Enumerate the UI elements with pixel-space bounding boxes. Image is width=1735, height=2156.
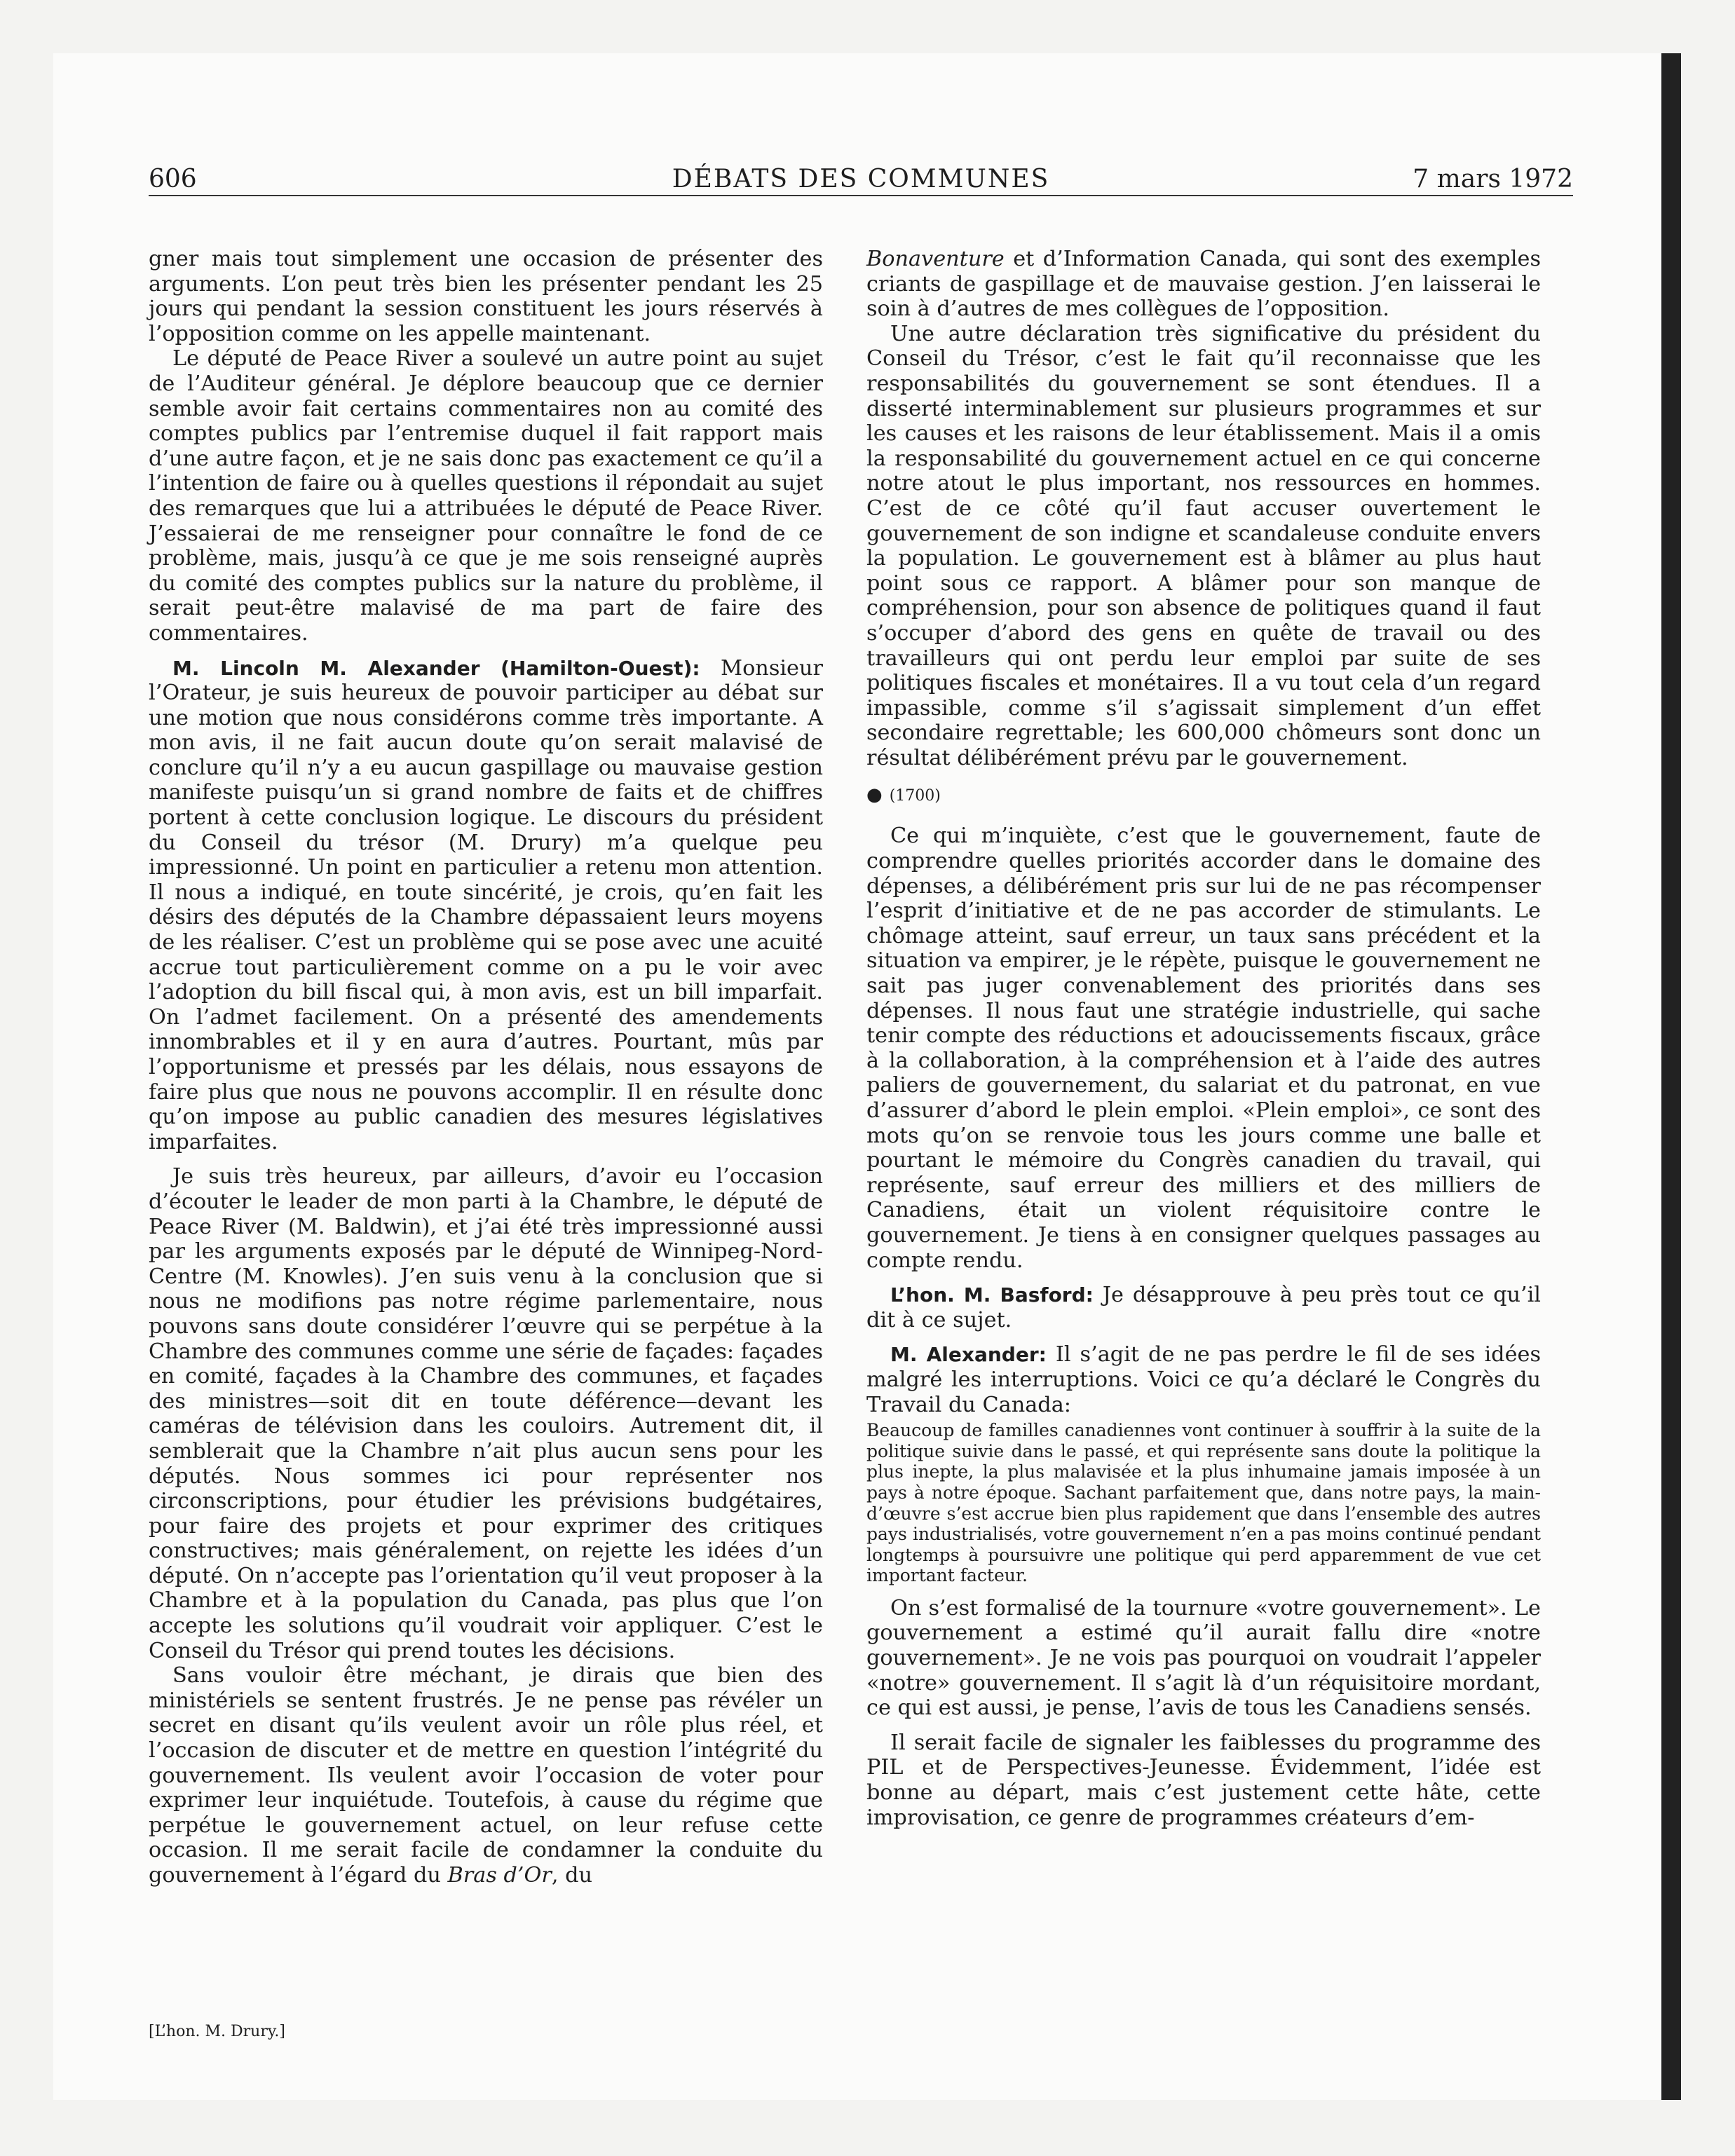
- speaker-name: M. Alexander:: [890, 1343, 1047, 1367]
- footer-note: [L’hon. M. Drury.]: [149, 2023, 285, 2040]
- speech-text: Monsieur l’Orateur, je suis heureux de pouvoir participer au débat sur une motion que nous considérons comme très importante. A mon avis, il ne fait aucun doute qu’on serait malavisé de conclure qu’il n’y a eu aucun gaspillage ou mauvaise gestion manifeste puisqu’un si grand nombre de faits et de chiffres portent à cette conclusion logique. Le discours du président du Conseil du trésor (M. Drury) m’a quelque peu impressionné. Un point en particulier a retenu mon attention. Il nous a indiqué, en toute sincérité, je crois, qu’en fait les désirs des députés de la Chambre dépassaient leurs moyens de les réaliser. C’est un problème qui se pose avec une acuité accrue tout particulièrement comme on a pu le voir avec l’adoption du bill fiscal qui, à mon avis, est un bill imparfait. On l’admet facilement. On a présenté des amendements innombrables et il y en aura d’autres. Pourtant, mûs par l’opportunisme et pressés par les délais, nous essayons de faire plus que nous ne pouvons accomplir. Il en résulte donc qu’on impose au public canadien des mesures législatives imparfaites.: [149, 655, 823, 1154]
- page-title: DÉBATS DES COMMUNES: [672, 165, 1050, 193]
- speech-text: Je désapprouve à peu près tout ce qu’il dit à ce sujet.: [866, 1283, 1541, 1332]
- bullet-icon: ●: [866, 784, 883, 806]
- paragraph: [866, 247, 1541, 322]
- speech-text: et d’Information Canada, qui sont des exemples criants de gaspillage et de mauvaise gestion. J’en laisserai le soin à d’autres de mes collègues de l’opposition.: [866, 247, 1541, 322]
- block-quote: Beaucoup de familles canadiennes vont continuer à souffrir à la suite de la politique suivie dans le passé, et qui représente sans doute la politique la plus inepte, la plus malavisée et la plus inhumaine jamais imposée à un pays à notre époque. Sachant parfaitement que, dans notre pays, la main-d’œuvre s’est accrue bien plus rapidement que dans l’ensemble des autres pays industrialisés, votre gouvernement n’en a pas moins continué pendant longtemps à poursuivre une politique qui perd apparemment de vue cet important facteur.: [866, 1420, 1541, 1586]
- paragraph: [866, 1283, 1541, 1332]
- time-marker: [866, 784, 1541, 807]
- paragraph: [149, 1663, 823, 1888]
- scan-edge-bar: [1661, 53, 1681, 2100]
- paragraph: Le député de Peace River a soulevé un autre point au sujet de l’Auditeur général. Je déplore beaucoup que ce dernier semble avoir fait certains commentaires non au comité des comptes publics par l’entremise duquel il fait rapport mais d’une autre façon, et je ne sais donc pas exactement ce qu’il a l’intention de faire ou à quelles questions il répondait au sujet des remarques que lui a attribuées le député de Peace River. J’essaierai de me renseigner pour connaître le fond de ce problème, mais, jusqu’à ce que je me sois renseigné auprès du comité des comptes publics sur la nature du problème, il serait peut-être malavisé de ma part de faire des commentaires.: [149, 346, 823, 646]
- paragraph: gner mais tout simplement une occasion de présenter des arguments. L’on peut très bien les présenter pendant les 25 jours qui pendant la session constituent les jours réservés à l’opposition comme on les appelle maintenant.: [149, 247, 823, 346]
- speech-text: , du: [551, 1863, 593, 1888]
- left-column: [149, 247, 823, 1888]
- paragraph: [866, 1342, 1541, 1417]
- ship-name: Bras d’Or: [447, 1863, 552, 1888]
- speech-text: Il s’agit de ne pas perdre le fil de ses idées malgré les interruptions. Voici ce qu’a déclaré le Congrès du Travail du Canada:: [866, 1342, 1541, 1417]
- ship-name: Bonaventure: [866, 247, 1005, 271]
- paragraph: On s’est formalisé de la tournure «votre gouvernement». Le gouvernement a estimé qu’il aurait fallu dire «notre gouvernement». Je ne vois pas pourquoi on voudrait l’appeler «notre» gouvernement. Il s’agit là d’un réquisitoire mordant, ce qui est aussi, je pense, l’avis de tous les Canadiens sensés.: [866, 1595, 1541, 1721]
- speech-text: Sans vouloir être méchant, je dirais que bien des ministériels se sentent frustrés. Je ne pense pas révéler un secret en disant qu’ils veulent avoir un rôle plus réel, et l’occasion de discuter et de mettre en question l’intégrité du gouvernement. Ils veulent avoir l’occasion de voter pour exprimer leur inquiétude. Toutefois, à cause du régime que perpétue le gouvernement actuel, on leur refuse cette occasion. Il me serait facile de condamner la conduite du gouvernement à l’égard du: [149, 1663, 823, 1888]
- page-date: 7 mars 1972: [1413, 165, 1573, 193]
- running-header: [149, 156, 1573, 196]
- paragraph: Il serait facile de signaler les faiblesses du programme des PIL et de Perspectives-Jeunesse. Évidemment, l’idée est bonne au départ, mais c’est justement cette hâte, cette improvisation, ce genre de programmes créateurs d’em-: [866, 1730, 1541, 1830]
- paragraph: Une autre déclaration très significative du président du Conseil du Trésor, c’est le fait qu’il reconnaisse que les responsabilités du gouvernement se sont étendues. Il a disserté interminablement sur plusieurs programmes et sur les causes et les raisons de leur établissement. Mais il a omis la responsabilité du gouvernement actuel en ce qui concerne notre atout le plus important, nos ressources en hommes. C’est de ce côté qu’il faut accuser ouvertement le gouvernement de son indigne et scandaleuse conduite envers la population. Le gouvernement est à blâmer au plus haut point sous ce rapport. A blâmer pour son manque de compréhension, pour son absence de politiques quand il faut s’occuper d’abord des gens en quête de travail ou des travailleurs qui ont perdu leur emploi par suite de ses politiques fiscales et monétaires. Il a vu tout cela d’un regard impassible, comme s’il s’agissait simplement d’un effet secondaire regrettable; les 600,000 chômeurs sont donc un résultat délibérément prévu par le gouvernement.: [866, 321, 1541, 770]
- paragraph: [149, 656, 823, 1155]
- speaker-name: L’hon. M. Basford:: [890, 1283, 1094, 1307]
- paragraph: Je suis très heureux, par ailleurs, d’avoir eu l’occasion d’écouter le leader de mon parti à la Chambre, le député de Peace River (M. Baldwin), et j’ai été très impressionné aussi par les arguments exposés par le député de Winnipeg-Nord-Centre (M. Knowles). J’en suis venu à la conclusion que si nous ne modifions pas notre régime parlementaire, nous pouvons sans doute considérer l’œuvre qui se perpétue à la Chambre des communes comme une série de façades: façades en comité, façades à la Chambre des communes, et façades des ministres—soit dit en toute déférence—devant les caméras de télévision dans les couloirs. Autrement dit, il semblerait que la Chambre n’ait plus aucun sens pour les députés. Nous sommes ici pour représenter nos circonscriptions, pour étudier les prévisions budgétaires, pour faire des projets et pour exprimer des critiques constructives; mais généralement, on rejette les idées d’un député. On n’accepte pas l’orientation qu’il veut proposer à la Chambre et à la population du Canada, pas plus que l’on accepte les solutions qu’il voudrait voir appliquer. C’est le Conseil du Trésor qui prend toutes les décisions.: [149, 1164, 823, 1663]
- speaker-name: M. Lincoln M. Alexander (Hamilton-Ouest):: [172, 656, 700, 680]
- right-column: [866, 247, 1541, 1830]
- time-marker-text: (1700): [889, 787, 941, 805]
- page-number: 606: [149, 165, 197, 193]
- paragraph: Ce qui m’inquiète, c’est que le gouvernement, faute de comprendre quelles priorités accorder dans le domaine des dépenses, a délibérément pris sur lui de ne pas récompenser l’esprit d’initiative et de ne pas accorder de stimulants. Le chômage atteint, sauf erreur, un taux sans précédent et la situation va empirer, je le répète, puisque le gouvernement ne sait pas juger convenablement des priorités dans ses dépenses. Il nous faut une stratégie industrielle, qui sache tenir compte des réductions et adoucissements fiscaux, grâce à la collaboration, à la compréhension et à l’aide des autres paliers de gouvernement, du salariat et du patronat, en vue d’assurer d’abord le plein emploi. «Plein emploi», ce sont des mots qu’on se renvoie tous les jours comme une balle et pourtant le mémoire du Congrès canadien du travail, qui représente, sauf erreur des milliers et des milliers de Canadiens, était un violent réquisitoire contre le gouvernement. Je tiens à en consigner quelques passages au compte rendu.: [866, 824, 1541, 1273]
